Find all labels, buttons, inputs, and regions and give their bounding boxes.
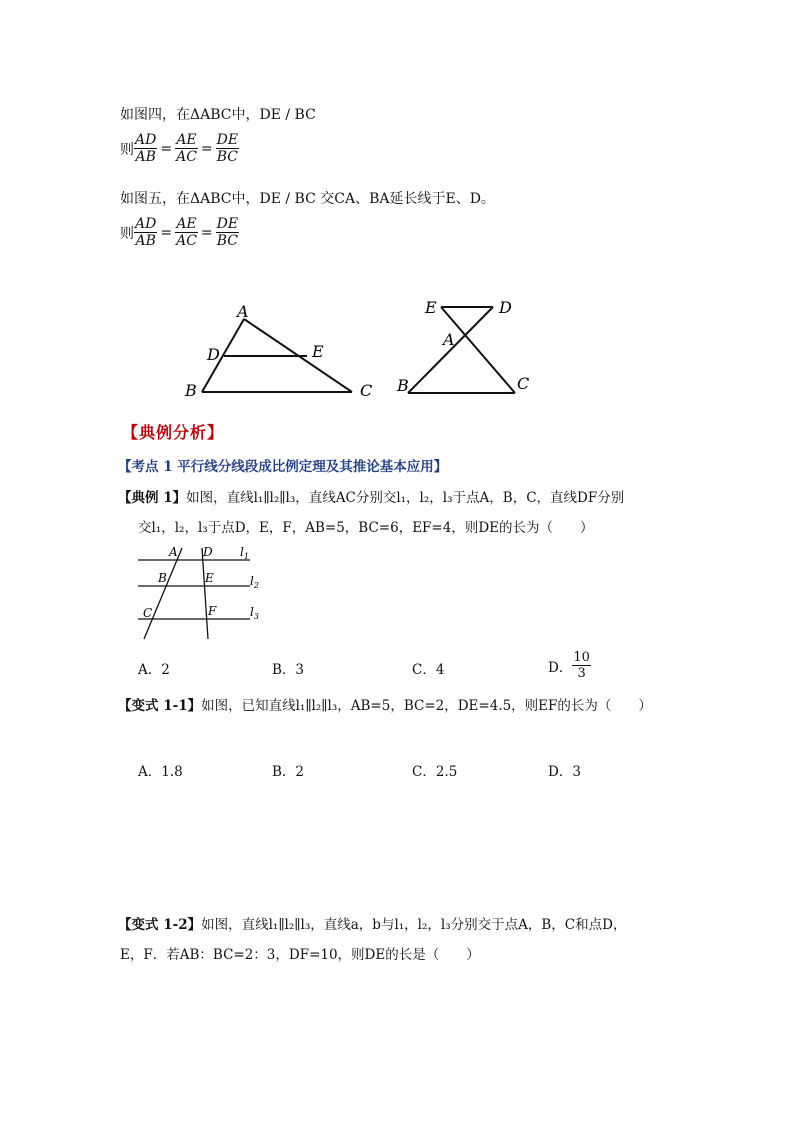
option-text: 2 bbox=[161, 662, 170, 678]
label-d: D bbox=[203, 545, 213, 559]
option-text: 3 bbox=[572, 764, 581, 780]
option-text: 2.5 bbox=[435, 764, 458, 780]
numerator: DE bbox=[216, 216, 239, 232]
variant1-2-text1: 如图，直线l₁∥l₂∥l₃，直线a，b与l₁，l₂，l₃分别交于点A，B，C和点D， bbox=[201, 917, 627, 933]
numerator: AE bbox=[176, 216, 197, 232]
label-d: D bbox=[499, 298, 512, 317]
option-b[interactable] bbox=[272, 658, 304, 678]
hourglass-diagram-5 bbox=[395, 293, 545, 403]
label-b: B bbox=[397, 376, 409, 395]
line-db bbox=[408, 307, 493, 393]
option-letter: D． bbox=[548, 659, 573, 676]
variant1-2-tag: 【变式 1-2】 bbox=[118, 917, 202, 933]
parallel-lines-diagram bbox=[132, 542, 272, 642]
label-a: A bbox=[169, 545, 178, 559]
line-ec bbox=[441, 307, 515, 393]
fraction bbox=[216, 216, 239, 249]
fig4-prefix: 则 bbox=[120, 141, 134, 158]
numerator: AE bbox=[176, 132, 197, 148]
denominator: AC bbox=[176, 149, 197, 165]
option-letter: D． bbox=[548, 764, 573, 780]
option-text: 2 bbox=[295, 764, 305, 780]
denominator: BC bbox=[216, 233, 238, 249]
option-letter: B． bbox=[272, 662, 296, 678]
label-e: E bbox=[312, 342, 324, 361]
fraction bbox=[134, 132, 157, 165]
label-b: B bbox=[185, 381, 197, 400]
label-e: E bbox=[205, 571, 214, 585]
denominator: AC bbox=[176, 233, 197, 249]
example1-line2: 交l₁，l₂，l₃于点D，E，F，AB=5，BC=6，EF=4，则DE的长为（ ） bbox=[138, 520, 594, 536]
label-b: B bbox=[158, 571, 167, 585]
option-a[interactable] bbox=[138, 760, 183, 780]
fig5-ratio: 则 $\frac{AD}{AB}$ = $\frac{AE}{AC}$ = $\frac{DE}{BC}$ bbox=[120, 216, 239, 249]
label-d: D bbox=[207, 345, 220, 364]
transversal-df bbox=[202, 548, 208, 639]
option-text: 1.8 bbox=[161, 764, 183, 780]
variant1-1-line bbox=[118, 696, 652, 716]
transversal-ac bbox=[144, 548, 182, 639]
option-letter: C． bbox=[412, 764, 436, 780]
numerator: AD bbox=[135, 132, 157, 148]
example1-line1 bbox=[118, 488, 624, 508]
option-letter: B． bbox=[272, 764, 296, 780]
fraction bbox=[134, 216, 157, 249]
denominator: AB bbox=[135, 149, 156, 165]
example1-text1: 如图，直线l₁∥l₂∥l₃，直线AC分别交l₁，l₂，l₃于点A，B，C，直线DF分别 bbox=[186, 490, 625, 506]
label-c: C bbox=[517, 374, 530, 393]
option-text: 3 bbox=[295, 662, 305, 678]
label-l1: $l_1$ bbox=[240, 545, 249, 561]
section-header: 【典例分析】 bbox=[122, 423, 225, 442]
label-f: F bbox=[208, 604, 217, 618]
fraction bbox=[175, 216, 198, 249]
option-letter: A． bbox=[138, 764, 162, 780]
fig5-intro: 如图五，在ΔABC中，DE / BC 交CA、BA延长线于E、D。 bbox=[120, 191, 495, 207]
label-l3: $l_3$ bbox=[250, 605, 259, 621]
triangle-diagram-4 bbox=[180, 295, 390, 405]
variant1-1-text: 如图，已知直线l₁∥l₂∥l₃，AB=5，BC=2，DE=4.5，则EF的长为（ ） bbox=[201, 698, 652, 714]
denominator: 3 bbox=[577, 666, 586, 681]
option-fraction bbox=[572, 650, 591, 681]
option-c[interactable] bbox=[412, 760, 457, 780]
variant1-2-line1 bbox=[118, 915, 626, 935]
fraction bbox=[175, 132, 198, 165]
numerator: DE bbox=[216, 132, 239, 148]
label-a: A bbox=[443, 330, 455, 349]
denominator: AB bbox=[135, 233, 156, 249]
label-a: A bbox=[237, 302, 249, 321]
denominator: BC bbox=[216, 149, 238, 165]
fig5-prefix: 则 bbox=[120, 225, 134, 242]
variant1-2-line2: E，F．若AB：BC=2：3，DF=10，则DE的长是（ ） bbox=[120, 947, 480, 963]
fraction bbox=[216, 132, 239, 165]
fig4-intro: 如图四，在ΔABC中，DE / BC bbox=[120, 107, 316, 123]
label-e: E bbox=[425, 298, 437, 317]
option-letter: C． bbox=[412, 662, 436, 678]
option-c[interactable] bbox=[412, 658, 444, 678]
option-text: 4 bbox=[435, 662, 445, 678]
numerator: 10 bbox=[573, 650, 590, 665]
fig4-ratio: 则 $\frac{AD}{AB}$ = $\frac{AE}{AC}$ = $\frac{DE}{BC}$ bbox=[120, 132, 239, 165]
option-letter: A． bbox=[138, 662, 162, 678]
label-l2: $l_2$ bbox=[250, 574, 259, 590]
numerator: AD bbox=[135, 216, 157, 232]
option-a[interactable] bbox=[138, 658, 170, 678]
label-c: C bbox=[143, 606, 153, 620]
option-d[interactable] bbox=[548, 760, 581, 780]
label-c: C bbox=[360, 381, 373, 400]
example1-tag: 【典例 1】 bbox=[118, 490, 187, 506]
option-d[interactable] bbox=[548, 650, 591, 681]
option-b[interactable] bbox=[272, 760, 304, 780]
kaodian-title: 【考点 1 平行线分线段成比例定理及其推论基本应用】 bbox=[118, 459, 448, 475]
variant1-1-tag: 【变式 1-1】 bbox=[118, 698, 202, 714]
